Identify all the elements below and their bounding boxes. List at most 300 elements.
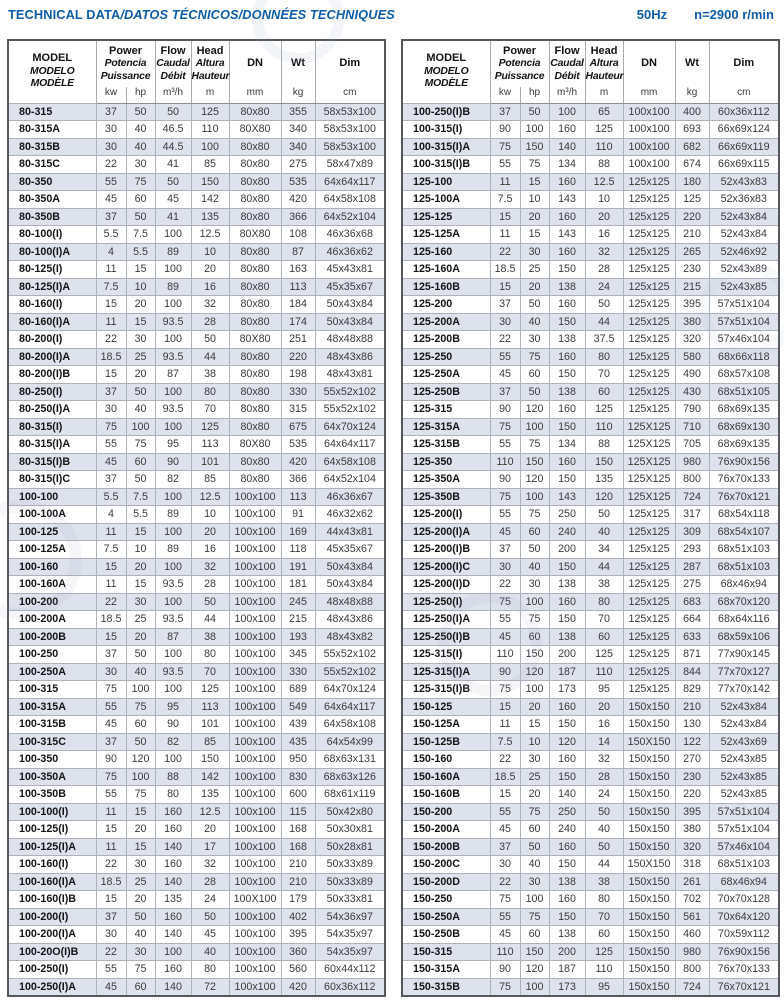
model-cell: 125-250B (402, 383, 490, 401)
dn-cell: 125x125 (623, 173, 675, 191)
flow-cell: 80 (155, 786, 191, 804)
hp-cell: 100 (126, 418, 155, 436)
flow-cell: 160 (549, 208, 585, 226)
model-cell: 100-200(I) (8, 908, 96, 926)
model-cell: 80-315(I) (8, 418, 96, 436)
kw-cell: 45 (96, 453, 126, 471)
model-cell: 125-200(I)B (402, 541, 490, 559)
dn-cell: 80x80 (229, 453, 281, 471)
flow-cell: 250 (549, 803, 585, 821)
flow-cell: 160 (549, 296, 585, 314)
col-header-wt: Wt (281, 40, 315, 87)
wt-cell: 169 (281, 523, 315, 541)
table-row (402, 646, 779, 664)
hp-cell: 50 (126, 733, 155, 751)
flow-cell: 82 (155, 471, 191, 489)
hp-cell: 25 (126, 611, 155, 629)
head-cell: 16 (585, 226, 623, 244)
kw-cell: 22 (96, 943, 126, 961)
kw-cell: 18.5 (96, 348, 126, 366)
hp-cell: 10 (126, 278, 155, 296)
model-cell: 100-315(I) (402, 121, 490, 139)
hp-cell: 150 (520, 646, 549, 664)
dim-cell: 57x51x104 (709, 296, 779, 314)
dim-cell: 64x52x104 (315, 471, 385, 489)
flow-cell: 93.5 (155, 663, 191, 681)
model-cell: 100-200A (8, 611, 96, 629)
head-cell: 10 (191, 243, 229, 261)
head-cell: 80 (191, 383, 229, 401)
dim-cell: 70x64x120 (709, 908, 779, 926)
hp-cell: 40 (520, 313, 549, 331)
col-header-dn: DN (623, 40, 675, 87)
wt-cell: 275 (675, 576, 709, 594)
dn-cell: 80X80 (229, 436, 281, 454)
hp-cell: 15 (520, 226, 549, 244)
col-header-power: Power Potencia Puissance (96, 40, 155, 87)
dim-cell: 60x36x112 (315, 978, 385, 996)
kw-cell: 37 (96, 208, 126, 226)
kw-cell: 90 (490, 471, 520, 489)
table-body-right (402, 103, 779, 996)
title-main: TECHNICAL DATA (8, 7, 121, 22)
dim-cell: 57x46x104 (709, 331, 779, 349)
dim-cell: 68x46x94 (709, 576, 779, 594)
col-header-dim: Dim (315, 40, 385, 87)
dn-cell: 125x125 (623, 366, 675, 384)
hp-cell: 25 (126, 873, 155, 891)
table-row (8, 453, 385, 471)
table-row (8, 786, 385, 804)
flow-cell: 160 (549, 838, 585, 856)
kw-cell: 90 (490, 401, 520, 419)
head-cell: 44 (585, 558, 623, 576)
table-row (402, 593, 779, 611)
kw-cell: 5.5 (96, 226, 126, 244)
table-row (402, 418, 779, 436)
dim-cell: 68x64x116 (709, 611, 779, 629)
hp-cell: 75 (520, 908, 549, 926)
table-row (8, 103, 385, 121)
dim-cell: 68x66x118 (709, 348, 779, 366)
dn-cell: 100x100 (229, 943, 281, 961)
hp-cell: 50 (126, 383, 155, 401)
wt-cell: 87 (281, 243, 315, 261)
dn-cell: 80x80 (229, 471, 281, 489)
dn-cell: 125x125 (623, 611, 675, 629)
wt-cell: 317 (675, 506, 709, 524)
head-cell: 12.5 (191, 226, 229, 244)
hp-cell: 60 (520, 628, 549, 646)
kw-cell: 11 (96, 523, 126, 541)
table-row (402, 278, 779, 296)
model-cell: 125-350 (402, 453, 490, 471)
model-cell: 125-315 (402, 401, 490, 419)
model-cell: 125-250(I) (402, 593, 490, 611)
hp-cell: 120 (520, 961, 549, 979)
kw-cell: 45 (490, 628, 520, 646)
wt-cell: 91 (281, 506, 315, 524)
hp-cell: 75 (520, 506, 549, 524)
flow-cell: 160 (549, 891, 585, 909)
dim-cell: 64x64x117 (315, 173, 385, 191)
dn-cell: 80x80 (229, 313, 281, 331)
dim-cell: 64x54x99 (315, 733, 385, 751)
model-cell: 100-350A (8, 768, 96, 786)
model-cell: 125-200(I)D (402, 576, 490, 594)
unit-wt: kg (675, 87, 709, 103)
table-row (8, 751, 385, 769)
flow-cell: 93.5 (155, 611, 191, 629)
model-cell: 150-250B (402, 926, 490, 944)
hp-cell: 75 (126, 786, 155, 804)
head-cell: 88 (585, 436, 623, 454)
dn-cell: 125x125 (623, 208, 675, 226)
flow-cell: 100 (155, 943, 191, 961)
table-row (8, 418, 385, 436)
wt-cell: 844 (675, 663, 709, 681)
dn-cell: 125x125 (623, 628, 675, 646)
head-cell: 135 (191, 786, 229, 804)
hp-cell: 50 (520, 103, 549, 121)
hp-cell: 150 (520, 943, 549, 961)
wt-cell: 293 (675, 541, 709, 559)
hp-cell: 15 (126, 313, 155, 331)
dim-cell: 76x90x156 (709, 943, 779, 961)
head-cell: 80 (585, 348, 623, 366)
flow-cell: 95 (155, 698, 191, 716)
kw-cell: 7.5 (490, 733, 520, 751)
model-cell: 125-160B (402, 278, 490, 296)
model-cell: 125-315(I)A (402, 663, 490, 681)
table-header (402, 40, 779, 103)
flow-cell: 100 (155, 296, 191, 314)
wt-cell: 710 (675, 418, 709, 436)
dim-cell: 68x69x130 (709, 418, 779, 436)
head-cell: 85 (191, 733, 229, 751)
dim-cell: 46x36x67 (315, 488, 385, 506)
flow-cell: 138 (549, 926, 585, 944)
unit-kw: kw (490, 87, 520, 103)
wt-cell: 395 (675, 296, 709, 314)
hp-cell: 20 (520, 278, 549, 296)
dn-cell: 125x125 (623, 296, 675, 314)
kw-cell: 75 (96, 768, 126, 786)
wt-cell: 420 (281, 978, 315, 996)
model-cell: 125-200(I)A (402, 523, 490, 541)
table-row (402, 576, 779, 594)
col-header-flow: Flow Caudal Débit (155, 40, 191, 87)
flow-cell: 100 (155, 331, 191, 349)
dim-cell: 58x53x100 (315, 121, 385, 139)
head-cell: 142 (191, 191, 229, 209)
table-row (402, 383, 779, 401)
hp-cell: 50 (126, 646, 155, 664)
model-cell: 80-125(I) (8, 261, 96, 279)
model-cell: 80-315B (8, 138, 96, 156)
table-row (402, 733, 779, 751)
dn-cell: 150x150 (623, 873, 675, 891)
flow-cell: 150 (549, 908, 585, 926)
model-cell: 100-350B (8, 786, 96, 804)
flow-cell: 50 (155, 173, 191, 191)
hp-cell: 15 (126, 803, 155, 821)
wt-cell: 600 (281, 786, 315, 804)
hp-cell: 20 (126, 296, 155, 314)
model-cell: 100-315C (8, 733, 96, 751)
hp-cell: 25 (520, 261, 549, 279)
dn-cell: 150x150 (623, 786, 675, 804)
model-cell: 80-160(I)A (8, 313, 96, 331)
head-cell: 95 (585, 681, 623, 699)
model-cell: 100-315A (8, 698, 96, 716)
table-body-left (8, 103, 385, 996)
kw-cell: 90 (490, 121, 520, 139)
dim-cell: 50x43x84 (315, 576, 385, 594)
flow-cell: 89 (155, 243, 191, 261)
wt-cell: 340 (281, 138, 315, 156)
col-header-power: Power Potencia Puissance (490, 40, 549, 87)
wt-cell: 174 (281, 313, 315, 331)
table-row (402, 523, 779, 541)
head-cell: 80 (585, 593, 623, 611)
kw-cell: 37 (96, 908, 126, 926)
kw-cell: 22 (490, 873, 520, 891)
dim-cell: 60x36x112 (709, 103, 779, 121)
dn-cell: 150x150 (623, 943, 675, 961)
table-row (8, 541, 385, 559)
flow-cell: 173 (549, 978, 585, 996)
wt-cell: 270 (675, 751, 709, 769)
table-row (8, 891, 385, 909)
table-row (402, 208, 779, 226)
model-cell: 150-200B (402, 838, 490, 856)
wt-cell: 275 (281, 156, 315, 174)
model-cell: 80-315(I)B (8, 453, 96, 471)
wt-cell: 549 (281, 698, 315, 716)
kw-cell: 90 (96, 751, 126, 769)
kw-cell: 37 (490, 541, 520, 559)
wt-cell: 535 (281, 436, 315, 454)
head-cell: 80 (191, 961, 229, 979)
model-cell: 125-200(I)C (402, 558, 490, 576)
wt-cell: 181 (281, 576, 315, 594)
model-cell: 100-20O(I)B (8, 943, 96, 961)
wt-cell: 318 (675, 856, 709, 874)
dn-cell: 80X80 (229, 226, 281, 244)
head-cell: 32 (191, 558, 229, 576)
dim-cell: 50x33x81 (315, 891, 385, 909)
dim-cell: 52x46x92 (709, 243, 779, 261)
wt-cell: 561 (675, 908, 709, 926)
table-row (402, 156, 779, 174)
head-cell: 20 (191, 821, 229, 839)
wt-cell: 580 (675, 348, 709, 366)
dn-cell: 80x80 (229, 348, 281, 366)
kw-cell: 15 (490, 278, 520, 296)
head-cell: 32 (585, 751, 623, 769)
kw-cell: 75 (490, 488, 520, 506)
hp-cell: 120 (126, 751, 155, 769)
dn-cell: 100x100 (229, 716, 281, 734)
kw-cell: 15 (96, 558, 126, 576)
model-cell: 100-350 (8, 751, 96, 769)
flow-cell: 45 (155, 191, 191, 209)
dim-cell: 60x44x112 (315, 961, 385, 979)
col-header-model: MODEL MODELO MODÈLE (402, 40, 490, 103)
kw-cell: 15 (490, 786, 520, 804)
dim-cell: 68x54x118 (709, 506, 779, 524)
model-cell: 80-350B (8, 208, 96, 226)
head-cell: 125 (191, 681, 229, 699)
hp-cell: 5.5 (126, 243, 155, 261)
dim-cell: 45x35x67 (315, 278, 385, 296)
kw-cell: 7.5 (490, 191, 520, 209)
dn-cell: 150x150 (623, 803, 675, 821)
kw-cell: 7.5 (96, 278, 126, 296)
table-row (8, 366, 385, 384)
head-cell: 14 (585, 733, 623, 751)
kw-cell: 75 (490, 978, 520, 996)
wt-cell: 163 (281, 261, 315, 279)
unit-flow: m³/h (155, 87, 191, 103)
head-cell: 72 (191, 978, 229, 996)
model-cell: 100-160A (8, 576, 96, 594)
flow-cell: 250 (549, 506, 585, 524)
dn-cell: 125x125 (623, 331, 675, 349)
kw-cell: 15 (490, 698, 520, 716)
dim-cell: 50x42x80 (315, 803, 385, 821)
kw-cell: 110 (490, 943, 520, 961)
unit-dim: cm (315, 87, 385, 103)
head-cell: 16 (191, 541, 229, 559)
table-row (8, 436, 385, 454)
wt-cell: 380 (675, 313, 709, 331)
model-cell: 150-200D (402, 873, 490, 891)
model-cell: 80-315C (8, 156, 96, 174)
wt-cell: 215 (281, 611, 315, 629)
table-row (8, 646, 385, 664)
dim-cell: 68x57x108 (709, 366, 779, 384)
head-cell: 60 (585, 628, 623, 646)
hp-cell: 100 (520, 681, 549, 699)
dim-cell: 52x43x83 (709, 173, 779, 191)
flow-cell: 100 (155, 558, 191, 576)
kw-cell: 75 (490, 138, 520, 156)
model-cell: 80-350A (8, 191, 96, 209)
kw-cell: 15 (96, 891, 126, 909)
flow-cell: 88 (155, 768, 191, 786)
table-row (402, 698, 779, 716)
wt-cell: 705 (675, 436, 709, 454)
kw-cell: 55 (96, 698, 126, 716)
dim-cell: 64x70x124 (315, 418, 385, 436)
spec-table-right (401, 39, 780, 997)
wt-cell: 230 (675, 768, 709, 786)
flow-cell: 140 (549, 786, 585, 804)
kw-cell: 75 (490, 681, 520, 699)
flow-cell: 100 (155, 523, 191, 541)
kw-cell: 55 (96, 961, 126, 979)
model-cell: 150-200 (402, 803, 490, 821)
wt-cell: 366 (281, 471, 315, 489)
head-cell: 45 (191, 926, 229, 944)
dn-cell: 100x100 (229, 681, 281, 699)
dn-cell: 80x80 (229, 401, 281, 419)
wt-cell: 380 (675, 821, 709, 839)
table-row (402, 926, 779, 944)
table-row (8, 628, 385, 646)
hp-cell: 20 (126, 366, 155, 384)
table-row (8, 961, 385, 979)
dn-cell: 100x100 (229, 856, 281, 874)
wt-cell: 168 (281, 838, 315, 856)
table-row (8, 121, 385, 139)
hp-cell: 60 (126, 453, 155, 471)
wt-cell: 682 (675, 138, 709, 156)
flow-cell: 87 (155, 366, 191, 384)
kw-cell: 55 (490, 506, 520, 524)
head-cell: 38 (585, 576, 623, 594)
table-row (8, 191, 385, 209)
hp-cell: 100 (520, 418, 549, 436)
table-row (402, 873, 779, 891)
model-cell: 150-125B (402, 733, 490, 751)
table-row (8, 926, 385, 944)
dn-cell: 125X125 (623, 436, 675, 454)
hp-cell: 50 (126, 208, 155, 226)
head-cell: 113 (191, 436, 229, 454)
wt-cell: 420 (281, 191, 315, 209)
model-cell: 100-100 (8, 488, 96, 506)
dn-cell: 100x100 (229, 541, 281, 559)
hp-cell: 30 (126, 593, 155, 611)
unit-hp: hp (126, 87, 155, 103)
kw-cell: 30 (490, 313, 520, 331)
model-cell: 80-315(I)A (8, 436, 96, 454)
head-cell: 120 (585, 488, 623, 506)
kw-cell: 55 (490, 348, 520, 366)
table-row (402, 663, 779, 681)
hp-cell: 60 (520, 821, 549, 839)
kw-cell: 18.5 (96, 611, 126, 629)
wt-cell: 315 (281, 401, 315, 419)
head-cell: 44 (585, 856, 623, 874)
unit-head: m (191, 87, 229, 103)
flow-cell: 200 (549, 646, 585, 664)
dim-cell: 68x69x135 (709, 401, 779, 419)
dn-cell: 125x125 (623, 348, 675, 366)
dn-cell: 150x150 (623, 821, 675, 839)
kw-cell: 45 (490, 821, 520, 839)
table-row (402, 891, 779, 909)
dim-cell: 68x51x105 (709, 383, 779, 401)
head-cell: 50 (191, 593, 229, 611)
dn-cell: 150x150 (623, 698, 675, 716)
kw-cell: 22 (490, 331, 520, 349)
wt-cell: 560 (281, 961, 315, 979)
model-cell: 100-100(I) (8, 803, 96, 821)
dim-cell: 48x43x82 (315, 628, 385, 646)
head-cell: 88 (585, 156, 623, 174)
kw-cell: 45 (96, 191, 126, 209)
dn-cell: 100x100 (229, 873, 281, 891)
head-cell: 60 (585, 926, 623, 944)
flow-cell: 150 (549, 418, 585, 436)
wt-cell: 675 (281, 418, 315, 436)
hp-cell: 100 (520, 121, 549, 139)
hp-cell: 15 (126, 523, 155, 541)
